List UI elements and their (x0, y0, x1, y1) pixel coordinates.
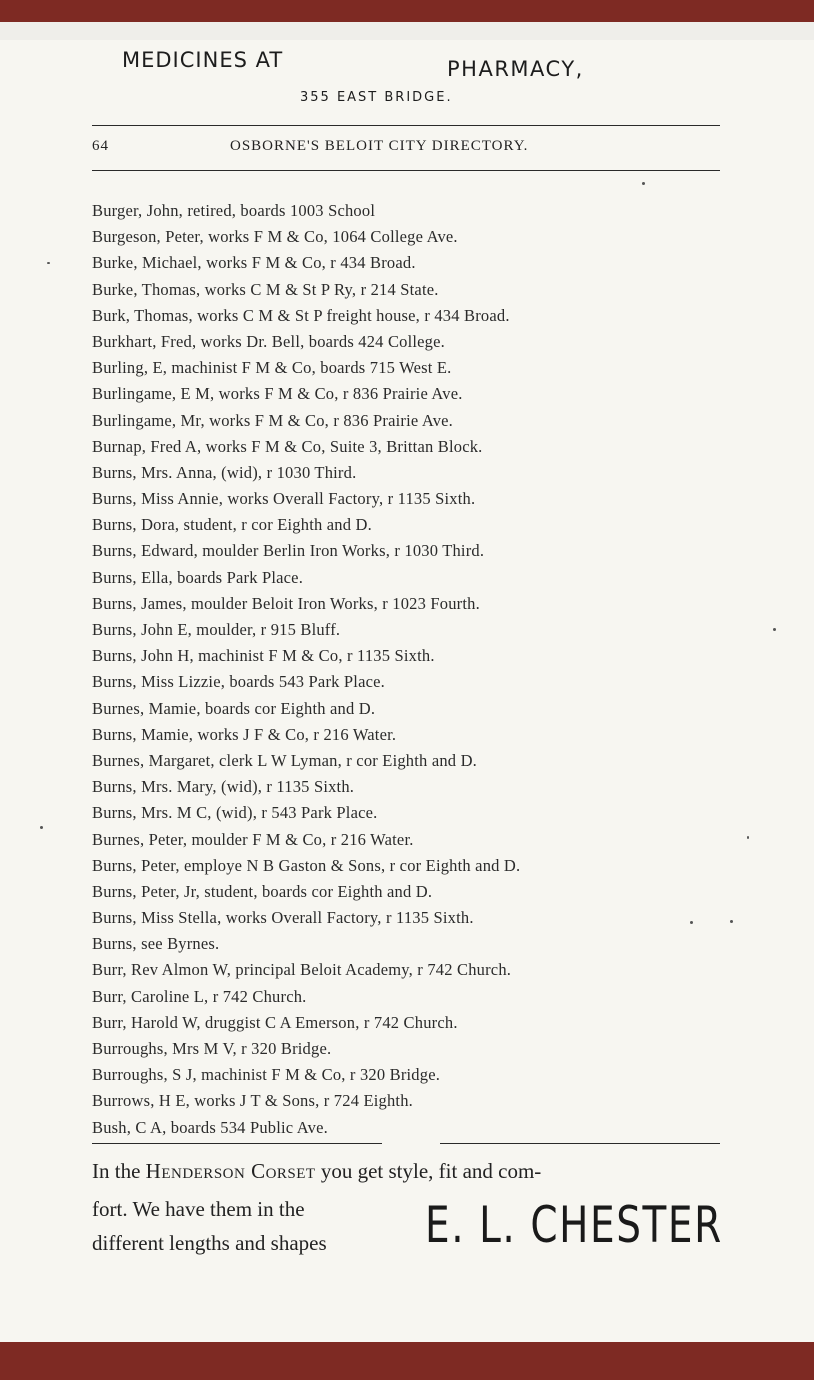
top-ad-left-text: MEDICINES AT (122, 48, 284, 72)
directory-entry: Burk, Thomas, works C M & St P freight house, r 434 Broad. (92, 305, 510, 325)
print-speck (690, 921, 693, 924)
directory-entry: Burke, Michael, works F M & Co, r 434 Broad. (92, 253, 416, 273)
rule-header (92, 170, 720, 171)
directory-entry: Burns, Miss Lizzie, boards 543 Park Place. (92, 672, 385, 692)
directory-entry: Burns, Peter, employe N B Gaston & Sons, r cor Eighth and D. (92, 855, 521, 875)
directory-entry: Burger, John, retired, boards 1003 School (92, 201, 376, 220)
top-border (0, 0, 814, 22)
directory-entry: Burroughs, Mrs M V, r 320 Bridge. (92, 1039, 332, 1058)
directory-entry: Burr, Rev Almon W, principal Beloit Academy, r 742 Church. (92, 960, 512, 980)
directory-entry: Burns, Peter, Jr, student, boards cor Eighth and D. (92, 881, 433, 901)
directory-entry: Burke, Thomas, works C M & St P Ry, r 214 State. (92, 279, 439, 299)
directory-entry: Burns, see Byrnes. (92, 934, 220, 954)
ad-line-1-start: In the (92, 1159, 141, 1183)
directory-entry: Burns, Mrs. Mary, (wid), r 1135 Sixth. (92, 777, 355, 797)
directory-entry: Burnes, Mamie, boards cor Eighth and D. (92, 698, 376, 718)
directory-entry: Burns, John E, moulder, r 915 Bluff. (92, 620, 341, 639)
directory-entry: Burnes, Margaret, clerk L W Lyman, r cor Eighth and D. (92, 750, 478, 770)
directory-entry: Burns, James, moulder Beloit Iron Works, r 1023 Fourth. (92, 593, 480, 613)
directory-entry: Burns, Mamie, works J F & Co, r 216 Water. (92, 724, 397, 744)
top-margin-strip (0, 22, 814, 40)
directory-entries (92, 198, 692, 1141)
rule-bottom-right (440, 1143, 720, 1144)
directory-entry: Burrows, H E, works J T & Sons, r 724 Eighth. (92, 1091, 413, 1111)
ad-line-2: fort. We have them in the (92, 1197, 305, 1221)
directory-entry: Burlingame, E M, works F M & Co, r 836 Prairie Ave. (92, 384, 463, 404)
page-title: OSBORNE'S BELOIT CITY DIRECTORY. (230, 138, 529, 154)
directory-entry: Burkhart, Fred, works Dr. Bell, boards 424 College. (92, 331, 445, 351)
directory-entry: Burns, Edward, moulder Berlin Iron Works, r 1030 Third. (92, 541, 485, 561)
ad-line-3: different lengths and shapes (92, 1231, 327, 1255)
print-speck (642, 182, 645, 185)
rule-bottom-left (92, 1143, 382, 1144)
print-speck (747, 836, 749, 839)
directory-entry: Burnes, Peter, moulder F M & Co, r 216 Water. (92, 829, 414, 849)
directory-entry: Burlingame, Mr, works F M & Co, r 836 Prairie Ave. (92, 410, 454, 430)
page-number: 64 (92, 138, 109, 154)
top-ad-right-text: PHARMACY, (447, 57, 584, 81)
print-speck (40, 826, 43, 829)
directory-entry: Burns, Miss Stella, works Overall Factory, r 1135 Sixth. (92, 908, 474, 928)
rule-top (92, 125, 720, 126)
directory-entry: Burns, Dora, student, r cor Eighth and D. (92, 515, 372, 535)
merchant-name: E. L. CHESTER (425, 1196, 723, 1254)
directory-entry: Burns, Mrs. M C, (wid), r 543 Park Place. (92, 803, 378, 823)
directory-entry: Burns, Miss Annie, works Overall Factory, r 1135 Sixth. (92, 489, 476, 509)
directory-entry: Burroughs, S J, machinist F M & Co, r 320 Bridge. (92, 1065, 441, 1085)
directory-entry: Burnap, Fred A, works F M & Co, Suite 3, Brittan Block. (92, 436, 483, 456)
directory-entry: Burling, E, machinist F M & Co, boards 715 West E. (92, 358, 452, 378)
directory-entry: Burr, Harold W, druggist C A Emerson, r 742 Church. (92, 1012, 458, 1032)
ad-line-1 (92, 1155, 541, 1188)
directory-entry: Bush, C A, boards 534 Public Ave. (92, 1117, 328, 1137)
directory-entry: Burr, Caroline L, r 742 Church. (92, 986, 307, 1006)
top-ad-address: 355 EAST BRIDGE. (300, 90, 453, 105)
print-speck (773, 628, 776, 631)
ad-brand-name: Henderson Corset (145, 1159, 316, 1183)
bottom-border (0, 1342, 814, 1380)
directory-entry: Burgeson, Peter, works F M & Co, 1064 College Ave. (92, 227, 458, 247)
directory-entry: Burns, John H, machinist F M & Co, r 1135 Sixth. (92, 646, 435, 666)
ad-line-1-end: you get style, fit and com- (320, 1159, 542, 1183)
print-speck (730, 920, 733, 923)
directory-entry: Burns, Mrs. Anna, (wid), r 1030 Third. (92, 462, 357, 482)
directory-entry: Burns, Ella, boards Park Place. (92, 567, 304, 587)
print-speck (47, 262, 50, 264)
